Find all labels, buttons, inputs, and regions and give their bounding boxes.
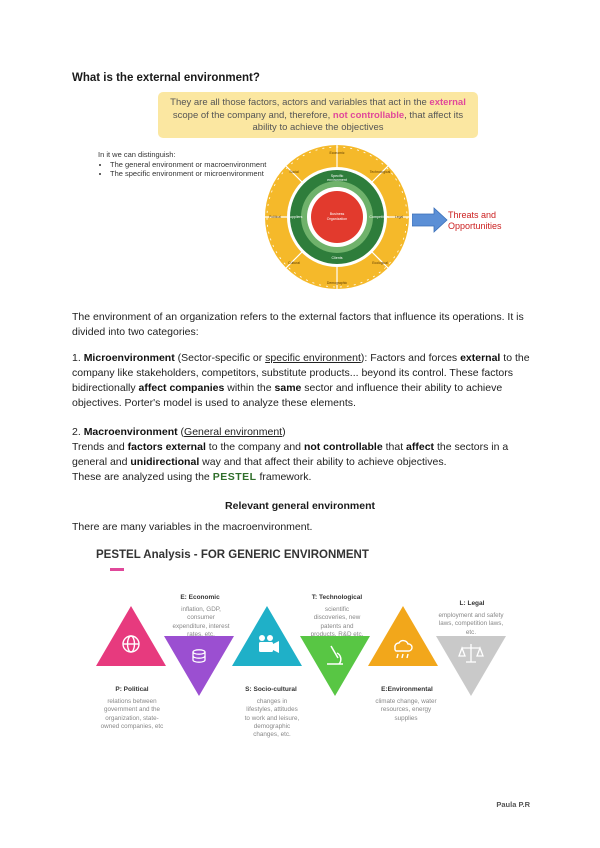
core-label-2: Organization <box>326 217 348 221</box>
outer-label: Technological <box>369 170 391 174</box>
outer-label: Cultural <box>288 261 300 265</box>
macro-text: the sectors in a general and <box>72 441 509 468</box>
micro-bold: same <box>274 382 302 394</box>
pestel-title-underline <box>110 568 124 571</box>
macro-text: Trends and <box>72 441 128 453</box>
callout-text-3: , that affect its ability to achieve the objectives <box>252 109 464 133</box>
distinguish-note <box>98 150 266 179</box>
inner-label: Clients <box>331 256 343 260</box>
macro-title-line <box>72 425 532 440</box>
outer-label: Legal <box>394 215 404 219</box>
inner-label: Competition <box>369 215 389 219</box>
outer-label: Economic <box>329 151 345 155</box>
macro-variables-text: There are many variables in the macroenvironment. <box>72 521 313 533</box>
outer-label: Social <box>289 170 299 174</box>
inner-label: Suppliers <box>287 215 303 219</box>
macro-text: way and that affect their ability to achieve objectives. <box>199 456 447 468</box>
inner-label: Specific <box>330 174 344 178</box>
distinguish-list <box>110 160 266 179</box>
relevant-heading: Relevant general environment <box>225 500 375 512</box>
micro-title: Microenvironment <box>83 352 175 364</box>
legal-label: L: Legal <box>459 600 485 607</box>
socio-triangle <box>232 606 302 666</box>
callout-external: external <box>429 97 466 108</box>
definition-callout <box>158 92 478 138</box>
macro-text: ( <box>177 426 185 438</box>
political-desc: relations between government and the organization, state-owned companies, etc <box>100 698 164 730</box>
micro-text: sector and influence their ability to achieve objectives. Porter's model is used to analyze these elements. <box>72 382 503 409</box>
macro-text: to the company and <box>205 441 304 453</box>
macro-bold: affect <box>406 441 435 453</box>
micro-text: (Sector-specific or <box>174 352 266 364</box>
macro-text: ) <box>282 426 286 438</box>
macro-body <box>72 440 532 470</box>
callout-text-2: scope of the company and, therefore, <box>172 109 333 121</box>
outer-label: Political <box>269 215 281 219</box>
threats-opportunities-label <box>448 210 502 232</box>
inner-label: environment <box>327 178 347 182</box>
micro-text: ): Factors and forces <box>360 352 461 364</box>
technological-triangle <box>300 636 370 696</box>
macro-bold: factors external <box>127 441 206 453</box>
technological-label: T: Technological <box>311 594 363 601</box>
environmental-triangle <box>368 606 438 666</box>
core-label: Business <box>329 212 345 216</box>
political-label: P: Political <box>115 686 149 693</box>
distinguish-intro: In it we can distinguish: <box>98 150 176 159</box>
micro-num: 1. <box>72 352 84 364</box>
micro-bold: external <box>460 352 501 364</box>
socio-desc: changes in lifestyles, attitudes to work and leisure, demographic changes, etc. <box>244 698 300 739</box>
economic-desc: inflation, GDP, consumer expenditure, interest rates, etc. <box>172 606 230 638</box>
intro-paragraph: The environment of an organization refers to the external factors that influence its operations. It is divided into two categories: <box>72 311 524 338</box>
ring-svg <box>264 144 410 290</box>
legal-desc: employment and safety laws, competition laws, etc. <box>438 612 504 636</box>
technological-desc: scientific discoveries, new patents and products, R&D etc. <box>310 606 364 638</box>
page-title: What is the external environment? <box>72 72 260 84</box>
callout-text-1: They are all those factors, actors and variables that act in the <box>170 97 430 108</box>
macro-underline: General environment <box>184 426 283 438</box>
threats-line-2: Opportunities <box>448 221 502 231</box>
pestel-title: PESTEL Analysis - FOR GENERIC ENVIRONMENT <box>96 549 369 561</box>
arrow-right-icon <box>412 207 448 238</box>
environmental-label: E:Environmental <box>381 686 433 693</box>
macro-bold: unidirectional <box>130 456 200 468</box>
outer-label: Demographic <box>326 281 348 285</box>
micro-text: within the <box>224 382 275 394</box>
macro-title: Macroenvironment <box>83 426 178 438</box>
threats-line-1: Threats and <box>448 210 497 220</box>
environment-ring-diagram <box>264 144 410 290</box>
macro-num: 2. <box>72 426 84 438</box>
economic-triangle <box>164 636 234 696</box>
list-item: • The general environment or macroenvironment <box>110 160 266 170</box>
micro-bold: affect companies <box>138 382 225 394</box>
macro-text: framework. <box>256 471 312 483</box>
socio-label: S: Socio-cultural <box>245 686 297 693</box>
macro-bold: not controllable <box>303 441 383 453</box>
macro-text: that <box>382 441 407 453</box>
macro-pestel-line <box>72 470 532 485</box>
microenvironment-paragraph <box>72 351 532 411</box>
macro-text: These are analyzed using the <box>72 471 213 483</box>
economic-label: E: Economic <box>180 594 220 601</box>
list-item: • The specific environment or microenvironment <box>110 169 266 179</box>
micro-underline: specific environment <box>265 352 361 364</box>
pestel-word: PESTEL <box>212 471 257 483</box>
micro-text: to the company like stakeholders, competitors, substitute products... beyond its control. These factors bidirectionally <box>72 352 530 394</box>
environmental-desc: climate change, water resources, energy supplies <box>375 698 437 722</box>
callout-not-controllable: not controllable <box>332 109 405 121</box>
author-footer: Paula P.R <box>496 800 530 809</box>
outer-label: Ecological <box>372 261 388 265</box>
macroenvironment-paragraph <box>72 425 532 485</box>
